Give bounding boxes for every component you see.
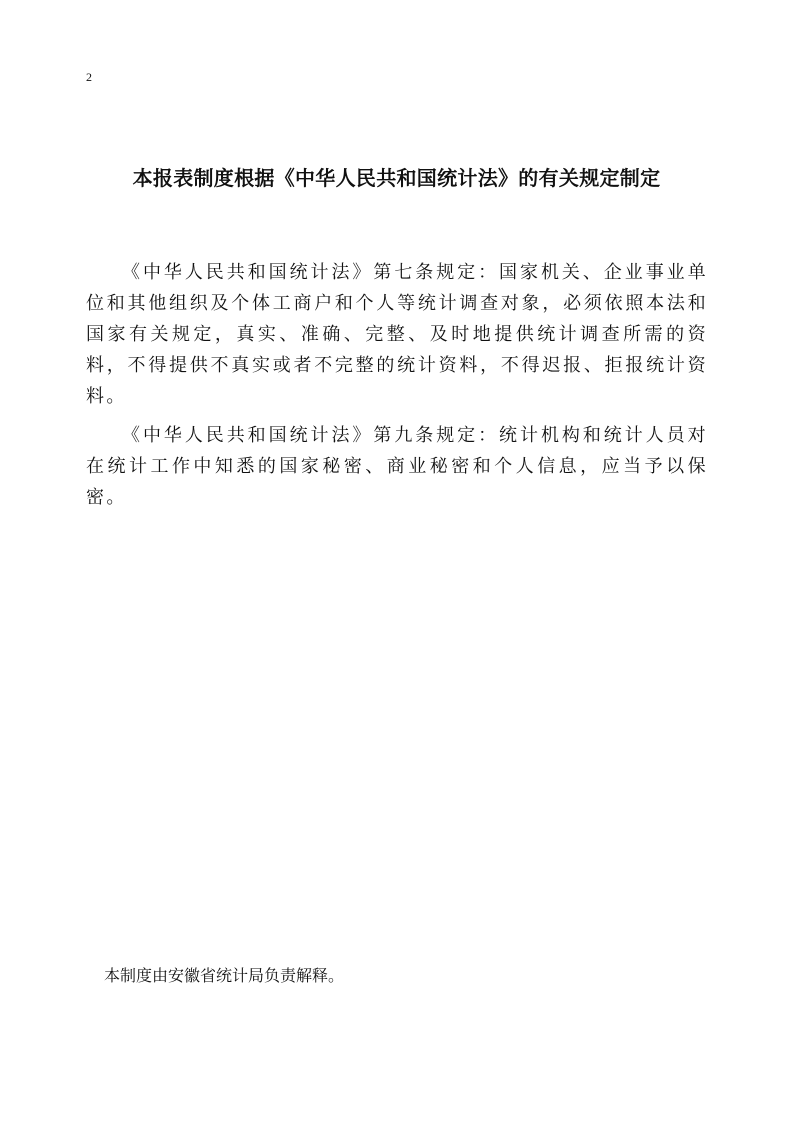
paragraph-article-7: 《中华人民共和国统计法》第七条规定：国家机关、企业事业单位和其他组织及个体工商户和个人等统计调查对象，必须依照本法和国家有关规定，真实、准确、完整、及时地提供统计调查所需的资料，不得提供不真实或者不完整的统计资料，不得迟报、拒报统计资料。: [86, 262, 708, 407]
paragraph-article-9: 《中华人民共和国统计法》第九条规定：统计机构和统计人员对在统计工作中知悉的国家秘密、商业秘密和个人信息，应当予以保密。: [86, 425, 708, 508]
interpretation-note: 本制度由安徽省统计局负责解释。: [104, 966, 345, 985]
page-number: 2: [86, 70, 92, 84]
document-title: 本报表制度根据《中华人民共和国统计法》的有关规定制定: [132, 166, 661, 190]
